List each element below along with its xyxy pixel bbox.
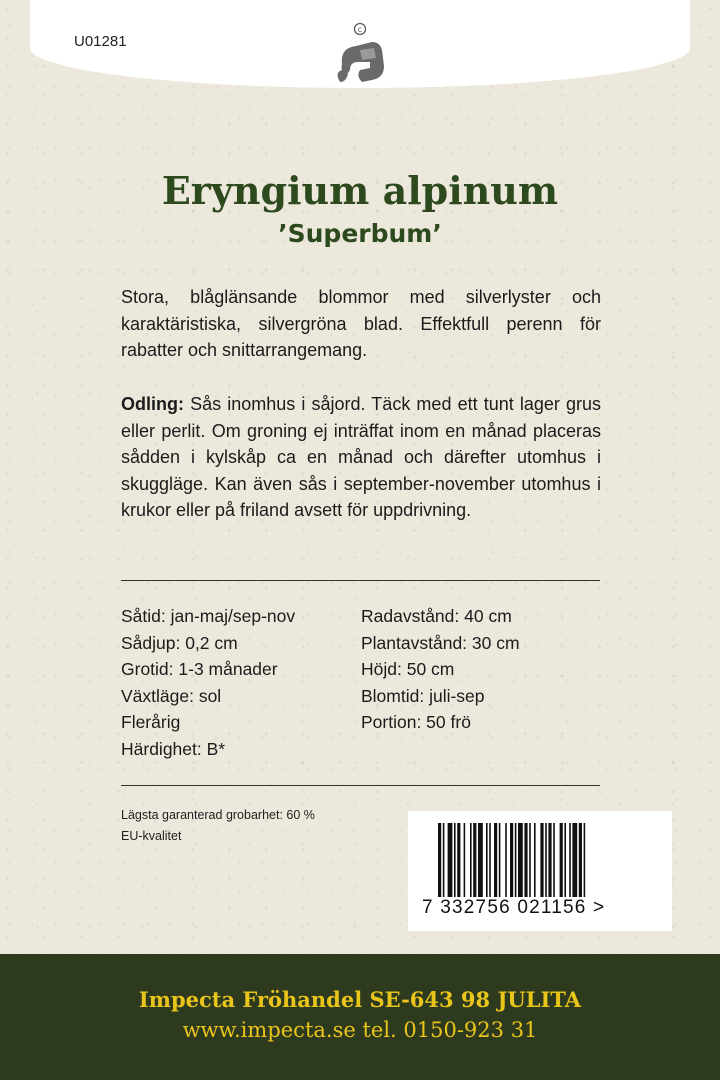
eu-quality: EU-kvalitet [121,829,182,843]
fact-germination-time: Grotid: 1-3 månader [121,659,278,679]
footer [0,954,720,1080]
cultivation-label: Odling: [121,394,184,414]
cultivar-name: ’Superbum’ [278,219,442,248]
fact-bloom-time: Blomtid: juli-sep [361,685,485,706]
barcode [408,811,672,931]
svg-text:c: c [357,25,363,34]
fact-height: Höjd: 50 cm [361,659,455,679]
fact-hardiness: Härdighet: B* [121,738,226,759]
fact-row-spacing: Radavstånd: 40 cm [361,606,512,626]
footer-company: Impecta Fröhandel SE-643 98 JULITA [138,987,582,1012]
fact-sowing-time: Såtid: jan-maj/sep-nov [121,606,296,626]
germination-guarantee: Lägsta garanterad grobarhet: 60 % [121,808,315,822]
fact-plant-spacing: Plantavstånd: 30 cm [361,632,520,653]
cultivation-body: Sås inomhus i såjord. Täck med ett tunt lager grus eller perlit. Om groning ej inträffat inom en månad placeras sådden i kylskåp ca en månad och därefter utomhus i skuggläge. Kan även sås i september-november utomhus i krukor eller på friland avsett för uppdrivning. [121,394,601,520]
cultivation-text [121,391,601,524]
divider-bottom [121,785,600,786]
fact-perennial: Flerårig [121,712,181,732]
divider-top [121,580,600,581]
fact-sowing-depth: Sådjup: 0,2 cm [121,632,238,653]
product-code: U01281 [74,33,127,50]
latin-name: Eryngium alpinum [161,168,559,213]
description: Stora, blåglänsande blommor med silverlyster och karaktäristiska, silvergröna blad. Effektfull perenn för rabatter och snittarrangemang. [121,287,601,360]
fact-location: Växtläge: sol [121,685,222,706]
barcode-digits: 7 332756 021156 > [422,897,606,918]
footer-contact: www.impecta.se tel. 0150-923 31 [182,1018,538,1042]
facts-left [121,603,295,762]
impecta-logo-icon [332,22,388,92]
fact-portion: Portion: 50 frö [361,712,471,732]
barcode-bars-icon [438,823,648,897]
facts-right [361,603,520,736]
